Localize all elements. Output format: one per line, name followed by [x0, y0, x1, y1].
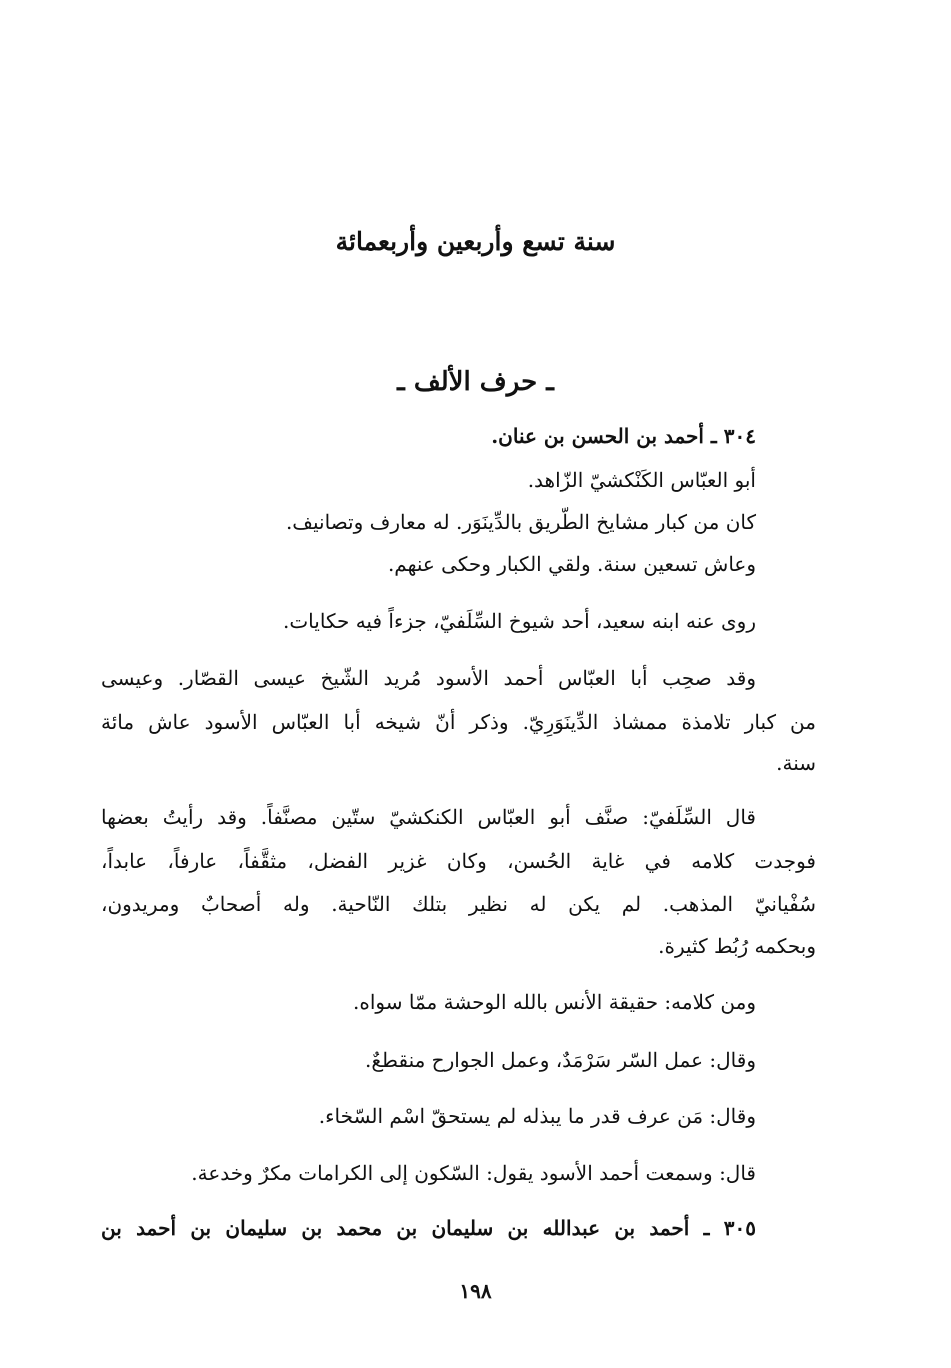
paragraph-silafi-line-3: سُفْيانيّ المذهب. لم يكن له نظير بتلك النّاحية. وله أصحابٌ ومريدون،	[101, 892, 816, 916]
saying-line-3: وقال: مَن عرف قدر ما يبذله لم يستحقّ اسْم السّخاء.	[318, 1104, 756, 1128]
entry-304-narration: روى عنه ابنه سعيد، أحد شيوخ السِّلَفيّ، جزءاً فيه حكايات.	[283, 609, 756, 633]
paragraph-silafi-line-2: فوجدت كلامه في غاية الحُسن، وكان غزير الفضل، مثقَّفاً، عارفاً، عابداً،	[101, 849, 816, 873]
entry-304-kunya: أبو العبّاس الكَنْكشيّ الزّاهد.	[527, 468, 756, 492]
entry-304-bio-line-1: كان من كبار مشايخ الطّريق بالدِّينَوَر. له معارف وتصانيف.	[285, 510, 756, 534]
entry-304-bio-line-2: وعاش تسعين سنة. ولقي الكبار وحكى عنهم.	[387, 552, 756, 576]
entry-305-heading: ٣٠٥ ـ أحمد بن عبدالله بن سليمان بن محمد بن سليمان بن أحمد بن	[101, 1216, 756, 1240]
entry-304-heading: ٣٠٤ ـ أحمد بن الحسن بن عنان.	[491, 424, 756, 448]
year-title: سنة تسع وأربعين وأربعمائة	[335, 227, 616, 256]
paragraph-suhba-line-2: من كبار تلامذة ممشاذ الدِّينَوَرِيّ. وذكر أنّ شيخه أبا العبّاس الأسود عاش مائة	[101, 710, 816, 734]
saying-line-4: قال: وسمعت أحمد الأسود يقول: السّكون إلى الكرامات مكرٌ وخدعة.	[191, 1161, 756, 1185]
paragraph-silafi-line-4: وبحكمه رُبُط كثيرة.	[658, 934, 816, 958]
paragraph-suhba-line-3: سنة.	[776, 751, 816, 775]
saying-line-2: وقال: عمل السّر سَرْمَدٌ، وعمل الجوارح منقطعٌ.	[365, 1048, 756, 1072]
saying-line-1: ومن كلامه: حقيقة الأنس بالله الوحشة ممّا سواه.	[353, 990, 756, 1014]
section-heading: ـ حرف الألف ـ	[397, 367, 554, 397]
paragraph-silafi-line-1: قال السِّلَفيّ: صنَّف أبو العبّاس الكنكشيّ ستّين مصنَّفاً. وقد رأيتُ بعضها	[101, 805, 756, 829]
paragraph-suhba-line-1: وقد صحِب أبا العبّاس أحمد الأسود مُريد الشّيخ عيسى القصّار. وعيسى	[101, 666, 756, 690]
page-number: ١٩٨	[459, 1279, 492, 1303]
